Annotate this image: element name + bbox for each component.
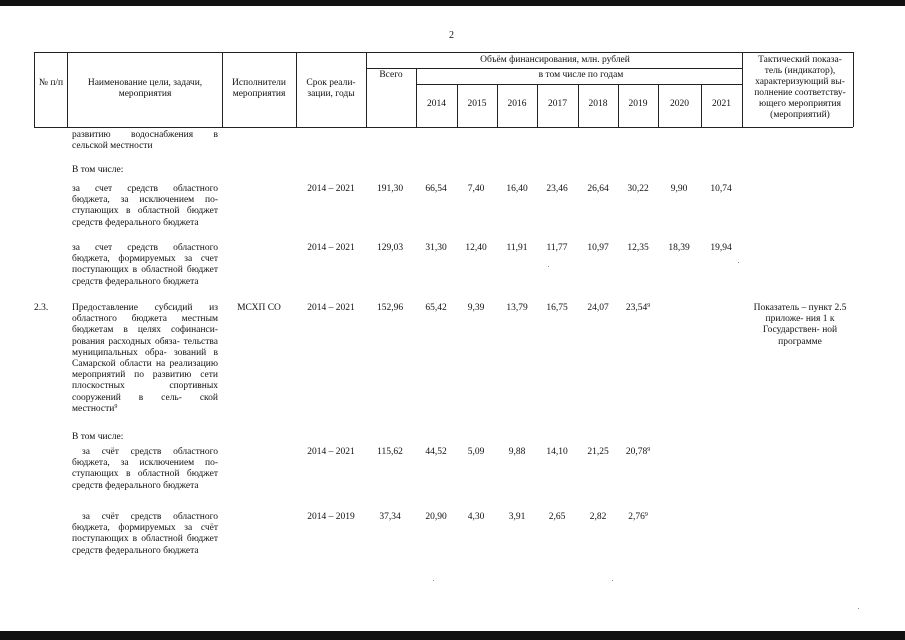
row-name: за счёт средств областного бюджета, за исключением по- ступающих в областной бюджет средств федерального бюджета [72,447,218,491]
header-col-term: Срок реали- зации, годы [306,78,356,99]
row-2015: 9,39 [467,303,485,313]
row-name [72,303,218,415]
header-col-funding: Объём финансирования, млн. рублей [480,55,630,65]
header-col-by-years: в том числе по годам [538,70,624,80]
header-col-indicator: Тактический показа- тель (индикатор), характеризующий вы- полнение соответству- ющего мероприятия (мероприятий) [754,55,846,120]
row-term: 2014 – 2021 [307,447,355,457]
row-2014: 66,54 [425,184,447,194]
header-col-executor: Исполнители мероприятия [232,78,286,99]
row-2017: 11,77 [546,243,568,253]
footnote-mark: 9 [647,303,651,309]
row-2015: 7,40 [467,184,485,194]
header-col-name: Наименование цели, задачи, мероприятия [87,78,203,99]
row-2019 [618,303,658,313]
scan-speck [858,608,859,609]
row-number: 2.3. [34,303,49,313]
row-2019: 30,22 [627,184,649,194]
row-2014: 31,30 [425,243,447,253]
scan-speck [612,580,613,581]
row-2019: 12,35 [627,243,649,253]
footnote-mark: 9 [114,403,118,410]
header-col-total: Всего [379,70,403,80]
row-executor: МСХП СО [237,303,281,313]
header-year-2019: 2019 [628,99,648,109]
row-2019 [618,447,658,457]
header-year-2021: 2021 [712,99,731,109]
row-indicator: Показатель – пункт 2.5 приложе- ния 1 к Государствен- ной программе [753,303,847,347]
row-2017: 2,65 [548,512,566,522]
row-2015: 4,30 [467,512,485,522]
row-term: 2014 – 2021 [307,243,355,253]
row-2018: 24,07 [587,303,609,313]
row-2020: 18,39 [668,243,690,253]
row-2021: 19,94 [710,243,732,253]
row-2019-value: 20,78 [625,447,648,457]
header-year-2020: 2020 [670,99,689,109]
scan-speck [548,266,549,267]
row-2015: 5,09 [467,447,485,457]
row-2016: 9,88 [508,447,526,457]
page-number: 2 [449,30,454,41]
row-2017: 23,46 [546,184,568,194]
row-name: за счет средств областного бюджета, формируемых за счет поступающих в областной бюджет средств федерального бюджета [72,243,218,287]
header-year-2015: 2015 [467,99,487,109]
row-2016: 11,91 [506,243,528,253]
row-total: 37,34 [379,512,401,522]
scan-bottom-border [0,631,905,640]
footnote-mark: 9 [647,447,651,453]
row-name-text: Предоставление субсидий из областного бюджета местным бюджетам в целях софинанси- рования расходных обяза- тельства муниципальных обра- зований в Самарской области на реализацию мероприятий по развитию сети плоскостных спортивных сооружений в сель- ской местности [72,303,218,414]
row-2017: 14,10 [546,447,568,457]
row-name: за счет средств областного бюджета, за исключением по- ступающих в областной бюджет средств федерального бюджета [72,184,218,228]
row-continuation-name: развитию водоснабжения в сельской местности [72,130,218,152]
header-year-2017: 2017 [548,99,567,109]
row-total: 191,30 [376,184,404,194]
row-2017: 16,75 [546,303,568,313]
row-2019 [618,512,658,522]
row-2021: 10,74 [710,184,732,194]
row-name: за счёт средств областного бюджета, формируемых за счёт поступающих в областной бюджет средств федерального бюджета [72,512,218,556]
footnote-mark: 9 [644,512,648,518]
row-2019-value: 23,54 [625,303,648,313]
row-2014: 44,52 [425,447,447,457]
header-year-2014: 2014 [427,99,446,109]
row-term: 2014 – 2021 [307,184,355,194]
scan-speck [738,262,739,263]
row-2016: 13,79 [506,303,528,313]
header-year-2018: 2018 [588,99,608,109]
header-year-2016: 2016 [507,99,527,109]
row-2019-value: 2,76 [628,512,645,522]
row-2018: 10,97 [587,243,609,253]
row-total: 152,96 [376,303,404,313]
row-total: 129,03 [376,243,404,253]
row-2018: 26,64 [587,184,609,194]
row-2014: 20,90 [425,512,447,522]
row-2020: 9,90 [670,184,688,194]
header-col-number: № п/п [38,78,64,88]
row-2018: 2,82 [589,512,607,522]
row-total: 115,62 [377,447,403,457]
scan-top-border [0,0,905,6]
row-term: 2014 – 2019 [307,512,355,522]
row-2015: 12,40 [465,243,487,253]
scan-speck [433,580,434,581]
row-term: 2014 – 2021 [307,303,355,313]
row-2018: 21,25 [587,447,609,457]
row-2016: 3,91 [508,512,526,522]
row-including-label: В том числе: [72,165,124,175]
row-2014: 65,42 [425,303,447,313]
row-2016: 16,40 [506,184,528,194]
row-including-label: В том числе: [72,432,124,442]
